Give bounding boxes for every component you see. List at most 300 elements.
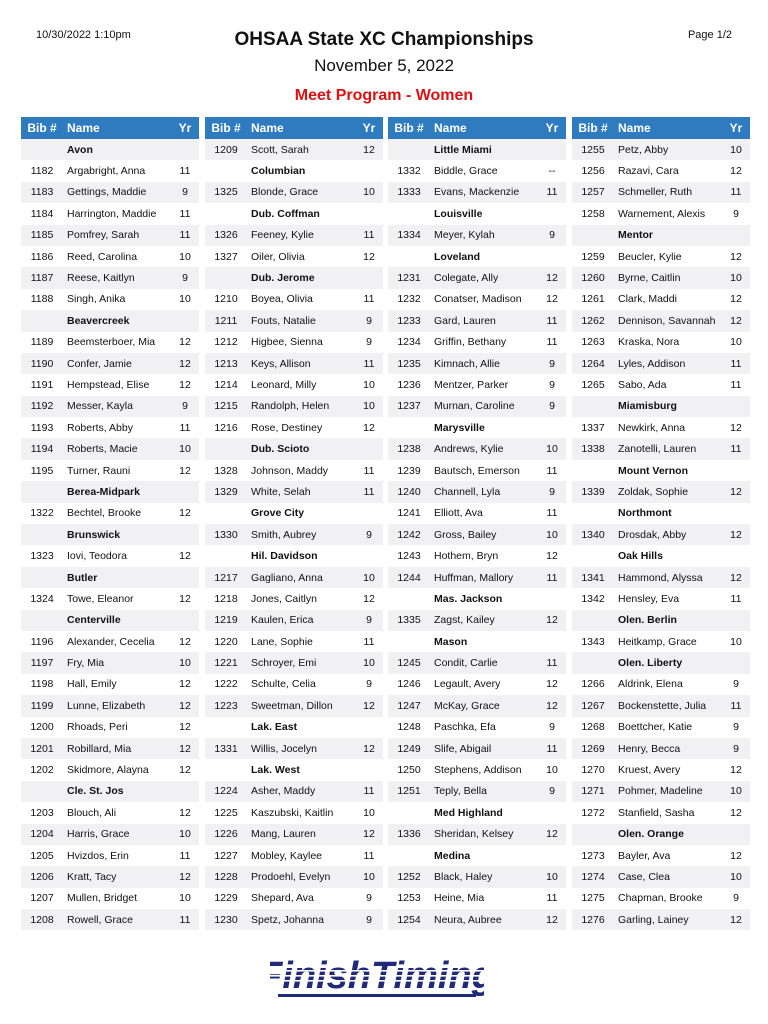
athlete-row <box>21 631 199 652</box>
athlete-year: 11 <box>722 695 750 716</box>
athlete-row <box>21 246 199 267</box>
athlete-year: 12 <box>171 866 199 887</box>
athlete-year: 12 <box>179 464 191 477</box>
athlete-name: Kaszubski, Kaitlin <box>251 806 334 819</box>
athlete-row <box>572 417 750 438</box>
athlete-name: Harrington, Maddie <box>67 207 157 220</box>
athlete-row <box>388 610 566 631</box>
athlete-year: 12 <box>722 524 750 545</box>
athlete-row <box>572 866 750 887</box>
athlete-row <box>388 717 566 738</box>
school-spacer <box>572 610 614 631</box>
bib-number: 1204 <box>21 824 63 845</box>
athlete-name: Chapman, Brooke <box>618 892 703 905</box>
school-name: Dub. Scioto <box>247 438 383 459</box>
bib-number: 1209 <box>205 139 247 160</box>
athlete-row <box>21 717 199 738</box>
athlete-row <box>205 674 383 695</box>
athlete-year: 10 <box>355 567 383 588</box>
school-header-row <box>21 610 199 631</box>
athlete-row <box>388 652 566 673</box>
bib-number: 1338 <box>572 438 614 459</box>
school-header-row <box>572 460 750 481</box>
athlete-name: Hall, Emily <box>67 678 117 691</box>
athlete-year: 11 <box>355 781 383 802</box>
bib-number: 1232 <box>397 293 421 306</box>
athlete-year: 9 <box>171 182 199 203</box>
athlete-year: 10 <box>538 866 566 887</box>
program-column-3 <box>388 117 566 930</box>
athlete-name: Boettcher, Katie <box>618 721 693 734</box>
athlete-row <box>205 888 383 909</box>
school-name: Lak. West <box>251 764 300 777</box>
athlete-row <box>21 866 199 887</box>
athlete-row <box>572 332 750 353</box>
athlete-year: 12 <box>179 721 191 734</box>
athlete-row <box>205 695 383 716</box>
athlete-year: 9 <box>355 610 383 631</box>
bib-number: 1243 <box>397 550 421 563</box>
athlete-name: Colegate, Ally <box>430 267 538 288</box>
athlete-year: 10 <box>171 652 199 673</box>
athlete-row <box>205 588 383 609</box>
school-name: Lak. East <box>251 721 298 734</box>
athlete-name: Lunne, Elizabeth <box>63 695 171 716</box>
bib-number: 1256 <box>581 165 605 178</box>
bib-number: 1273 <box>581 849 605 862</box>
athlete-year: 10 <box>538 524 566 545</box>
bib-number: 1276 <box>572 909 614 930</box>
athlete-year: 11 <box>179 165 191 178</box>
athlete-year: 12 <box>171 738 199 759</box>
school-spacer <box>572 460 614 481</box>
school-name: Little Miami <box>430 139 566 160</box>
bib-number: 1336 <box>388 824 430 845</box>
athlete-row <box>205 567 383 588</box>
athlete-year: 12 <box>722 310 750 331</box>
athlete-row <box>572 289 750 310</box>
athlete-year: 11 <box>730 592 742 605</box>
athlete-name: Jones, Caitlyn <box>251 592 317 605</box>
athlete-year: 10 <box>363 806 375 819</box>
athlete-year: 9 <box>549 721 555 734</box>
school-spacer <box>21 781 63 802</box>
school-header-row <box>388 845 566 866</box>
athlete-name: Aldrink, Elena <box>618 678 683 691</box>
school-header-row <box>572 545 750 566</box>
athlete-name: Fouts, Natalie <box>247 310 355 331</box>
athlete-name: Hothem, Bryn <box>434 550 499 563</box>
bib-number: 1339 <box>572 481 614 502</box>
bib-number: 1201 <box>21 738 63 759</box>
bib-number: 1233 <box>388 310 430 331</box>
athlete-year: 12 <box>722 909 750 930</box>
bib-number: 1271 <box>572 781 614 802</box>
athlete-name: Sweetman, Dillon <box>247 695 355 716</box>
athlete-name: Channell, Lyla <box>430 481 538 502</box>
meet-date: November 5, 2022 <box>314 56 454 75</box>
athlete-row <box>205 182 383 203</box>
athlete-name: Heine, Mia <box>434 892 485 905</box>
athlete-name: Gettings, Maddie <box>63 182 171 203</box>
athlete-year: 12 <box>722 481 750 502</box>
school-name: Mentor <box>614 225 750 246</box>
athlete-name: Blonde, Grace <box>247 182 355 203</box>
athlete-row <box>21 545 199 566</box>
school-header-row <box>572 503 750 524</box>
athlete-year: 12 <box>546 293 558 306</box>
bib-number: 1238 <box>388 438 430 459</box>
bib-number: 1264 <box>572 353 614 374</box>
finishtiming-logo <box>270 950 484 1006</box>
school-header-row <box>205 438 383 459</box>
athlete-row <box>205 374 383 395</box>
athlete-row <box>572 481 750 502</box>
bib-number: 1335 <box>388 610 430 631</box>
bib-number: 1193 <box>30 421 54 434</box>
athlete-year: 11 <box>538 652 566 673</box>
school-name: Butler <box>63 567 199 588</box>
bib-number: 1183 <box>21 182 63 203</box>
athlete-row <box>21 503 199 524</box>
athlete-row <box>572 802 750 823</box>
school-header-row <box>205 503 383 524</box>
athlete-name: Bechtel, Brooke <box>67 507 142 520</box>
athlete-name: Gagliano, Anna <box>247 567 355 588</box>
bib-number: 1260 <box>572 267 614 288</box>
athlete-row <box>572 781 750 802</box>
athlete-row <box>21 588 199 609</box>
school-header-row <box>21 567 199 588</box>
athlete-year: 12 <box>363 592 375 605</box>
athlete-name: Conatser, Madison <box>434 293 522 306</box>
school-header-row <box>572 824 750 845</box>
bib-number: 1237 <box>388 396 430 417</box>
bib-number: 1236 <box>397 378 421 391</box>
bib-number: 1270 <box>581 764 605 777</box>
athlete-name: White, Selah <box>247 481 355 502</box>
athlete-year: 9 <box>366 678 372 691</box>
bib-number: 1231 <box>388 267 430 288</box>
athlete-year: 11 <box>363 464 375 477</box>
school-header-row <box>388 246 566 267</box>
athlete-row <box>388 225 566 246</box>
bib-number: 1337 <box>581 421 605 434</box>
athlete-row <box>388 353 566 374</box>
school-header-row <box>21 524 199 545</box>
school-name: Olen. Liberty <box>614 652 750 673</box>
bib-number: 1261 <box>581 293 605 306</box>
name-column-header: Name <box>247 117 355 139</box>
athlete-name: Skidmore, Alayna <box>67 764 149 777</box>
bib-number: 1275 <box>581 892 605 905</box>
athlete-name: Newkirk, Anna <box>618 421 686 434</box>
program-column-4 <box>572 117 750 930</box>
name-column-header: Name <box>63 117 171 139</box>
school-name: Dub. Jerome <box>247 267 383 288</box>
athlete-name: Hammond, Alyssa <box>614 567 722 588</box>
athlete-name: Mentzer, Parker <box>434 378 509 391</box>
school-spacer <box>21 610 63 631</box>
bib-number: 1207 <box>30 892 54 905</box>
bib-number: 1250 <box>397 764 421 777</box>
athlete-row <box>205 845 383 866</box>
school-name: Avon <box>63 139 199 160</box>
athlete-year: 12 <box>730 250 742 263</box>
athlete-name: Meyer, Kylah <box>430 225 538 246</box>
athlete-year: 11 <box>355 481 383 502</box>
athlete-year: 9 <box>733 892 739 905</box>
athlete-row <box>21 332 199 353</box>
bib-number: 1229 <box>214 892 238 905</box>
athlete-year: 12 <box>179 550 191 563</box>
bib-number: 1206 <box>21 866 63 887</box>
athlete-row <box>21 460 199 481</box>
athlete-row <box>205 866 383 887</box>
bib-number: 1268 <box>581 721 605 734</box>
bib-number: 1330 <box>205 524 247 545</box>
bib-number: 1248 <box>397 721 421 734</box>
bib-number: 1187 <box>21 267 63 288</box>
bib-number: 1190 <box>21 353 63 374</box>
athlete-row <box>388 438 566 459</box>
bib-number: 1252 <box>388 866 430 887</box>
athlete-name: Pohmer, Madeline <box>614 781 722 802</box>
athlete-name: Case, Clea <box>614 866 722 887</box>
athlete-name: Iovi, Teodora <box>67 550 127 563</box>
bib-number: 1257 <box>572 182 614 203</box>
athlete-year: 9 <box>538 781 566 802</box>
athlete-name: Kimnach, Allie <box>430 353 538 374</box>
school-spacer <box>205 267 247 288</box>
athlete-row <box>21 845 199 866</box>
athlete-row <box>21 909 199 930</box>
athlete-row <box>572 674 750 695</box>
bib-number: 1255 <box>572 139 614 160</box>
bib-number: 1218 <box>214 592 238 605</box>
athlete-year: 12 <box>730 293 742 306</box>
athlete-year: 9 <box>538 353 566 374</box>
bib-number: 1188 <box>30 293 54 306</box>
athlete-name: Sabo, Ada <box>618 378 667 391</box>
athlete-name: Elliott, Ava <box>434 507 483 520</box>
program-column-2 <box>205 117 383 930</box>
bib-number: 1324 <box>30 592 54 605</box>
athlete-name: Stanfield, Sasha <box>618 806 695 819</box>
bib-number: 1219 <box>205 610 247 631</box>
bib-number: 1241 <box>397 507 421 520</box>
athlete-year: 10 <box>179 293 191 306</box>
athlete-name: Bockenstette, Julia <box>614 695 722 716</box>
bib-number: 1200 <box>30 721 54 734</box>
athlete-row <box>388 460 566 481</box>
athlete-name: Feeney, Kylie <box>247 225 355 246</box>
school-header-row <box>205 160 383 181</box>
bib-number: 1327 <box>214 250 238 263</box>
athlete-year: 12 <box>179 635 191 648</box>
athlete-name: Rhoads, Peri <box>67 721 128 734</box>
athlete-row <box>205 802 383 823</box>
bib-number: 1253 <box>397 892 421 905</box>
athlete-row <box>205 332 383 353</box>
athlete-year: 11 <box>363 635 375 648</box>
bib-number: 1203 <box>30 806 54 819</box>
athlete-row <box>572 695 750 716</box>
athlete-row <box>205 524 383 545</box>
athlete-year: 11 <box>722 182 750 203</box>
athlete-year: 9 <box>366 336 372 349</box>
bib-number: 1251 <box>388 781 430 802</box>
athlete-row <box>21 225 199 246</box>
athlete-name: Argabright, Anna <box>67 165 146 178</box>
athlete-year: 11 <box>179 421 191 434</box>
bib-number: 1267 <box>572 695 614 716</box>
athlete-year: 11 <box>538 738 566 759</box>
school-spacer <box>572 545 614 566</box>
year-column-header: Yr <box>722 117 750 139</box>
athlete-row <box>572 631 750 652</box>
athlete-name: Hensley, Eva <box>618 592 680 605</box>
bib-number: 1269 <box>572 738 614 759</box>
athlete-row <box>205 289 383 310</box>
athlete-row <box>572 738 750 759</box>
athlete-name: Lane, Sophie <box>251 635 313 648</box>
athlete-row <box>572 438 750 459</box>
bib-number: 1244 <box>388 567 430 588</box>
athlete-year: 9 <box>722 738 750 759</box>
athlete-name: Confer, Jamie <box>63 353 171 374</box>
school-name: Grove City <box>251 507 305 520</box>
athlete-name: Heitkamp, Grace <box>618 635 697 648</box>
athlete-year: 11 <box>179 207 191 220</box>
athlete-year: 12 <box>355 824 383 845</box>
bib-number: 1210 <box>214 293 238 306</box>
school-name: Centerville <box>63 610 199 631</box>
page-number: Page 1/2 <box>687 29 732 41</box>
bib-number: 1246 <box>397 678 421 691</box>
athlete-row <box>388 310 566 331</box>
athlete-year: 9 <box>171 396 199 417</box>
athlete-row <box>388 396 566 417</box>
athlete-year: 9 <box>171 267 199 288</box>
athlete-row <box>388 289 566 310</box>
entries-table <box>205 117 383 930</box>
athlete-row <box>388 332 566 353</box>
athlete-row <box>21 353 199 374</box>
athlete-year: 12 <box>546 550 558 563</box>
athlete-name: Hvizdos, Erin <box>67 849 129 862</box>
year-column-header: Yr <box>355 117 383 139</box>
athlete-name: Condit, Carlie <box>430 652 538 673</box>
bib-number: 1342 <box>581 592 605 605</box>
athlete-row <box>572 759 750 780</box>
athlete-name: Gross, Bailey <box>430 524 538 545</box>
athlete-row <box>388 160 566 181</box>
bib-number: 1262 <box>572 310 614 331</box>
school-name: Columbian <box>251 165 306 178</box>
athlete-name: Clark, Maddi <box>618 293 677 306</box>
school-spacer <box>572 503 614 524</box>
school-name: Mount Vernon <box>618 464 688 477</box>
bib-number: 1195 <box>30 464 54 477</box>
bib-number: 1192 <box>21 396 63 417</box>
athlete-year: 12 <box>538 267 566 288</box>
school-header-row <box>388 203 566 224</box>
athlete-row <box>205 481 383 502</box>
school-header-row <box>21 139 199 160</box>
entries-table <box>572 117 750 930</box>
athlete-row <box>21 674 199 695</box>
athlete-name: Slife, Abigail <box>430 738 538 759</box>
athlete-name: Zoldak, Sophie <box>614 481 722 502</box>
athlete-name: Willis, Jocelyn <box>247 738 355 759</box>
bib-number: 1326 <box>205 225 247 246</box>
athlete-year: 10 <box>171 824 199 845</box>
athlete-name: Leonard, Milly <box>251 378 317 391</box>
athlete-row <box>388 182 566 203</box>
athlete-year: 12 <box>355 139 383 160</box>
athlete-year: 11 <box>355 225 383 246</box>
page-title: OHSAA State XC Championships <box>234 29 534 50</box>
school-spacer <box>572 824 614 845</box>
athlete-year: 12 <box>538 695 566 716</box>
program-subtitle: Meet Program - Women <box>294 87 474 104</box>
athlete-name: Warnement, Alexis <box>618 207 706 220</box>
school-spacer <box>388 845 430 866</box>
year-column-header: Yr <box>171 117 199 139</box>
athlete-year: 12 <box>546 678 558 691</box>
bib-number: 1208 <box>21 909 63 930</box>
bib-number: 1212 <box>214 336 238 349</box>
table-header-row <box>21 117 199 139</box>
table-header-row <box>572 117 750 139</box>
athlete-name: Roberts, Macie <box>63 438 171 459</box>
athlete-row <box>388 888 566 909</box>
athlete-year: 12 <box>179 378 191 391</box>
school-spacer <box>388 802 430 823</box>
school-header-row <box>388 139 566 160</box>
bib-number: 1189 <box>30 336 54 349</box>
school-spacer <box>21 310 63 331</box>
athlete-row <box>21 759 199 780</box>
bib-number: 1239 <box>397 464 421 477</box>
athlete-name: Andrews, Kylie <box>430 438 538 459</box>
bib-number: 1340 <box>572 524 614 545</box>
athlete-year: 11 <box>363 293 375 306</box>
athlete-year: 12 <box>538 909 566 930</box>
name-column-header: Name <box>614 117 722 139</box>
bib-number: 1328 <box>214 464 238 477</box>
bib-number: 1186 <box>30 250 54 263</box>
athlete-row <box>388 545 566 566</box>
athlete-row <box>21 888 199 909</box>
athlete-name: Petz, Abby <box>614 139 722 160</box>
athlete-name: Messer, Kayla <box>63 396 171 417</box>
bib-column-header: Bib # <box>572 117 614 139</box>
athlete-name: Bautsch, Emerson <box>434 464 520 477</box>
bib-number: 1322 <box>30 507 54 520</box>
athlete-year: 12 <box>179 336 191 349</box>
athlete-row <box>572 588 750 609</box>
school-name: Cle. St. Jos <box>63 781 199 802</box>
athlete-year: 11 <box>538 567 566 588</box>
athlete-row <box>21 160 199 181</box>
bib-number: 1245 <box>388 652 430 673</box>
bib-number: 1266 <box>581 678 605 691</box>
bib-number: 1247 <box>388 695 430 716</box>
school-name: Miamisburg <box>614 396 750 417</box>
athlete-year: 11 <box>355 353 383 374</box>
